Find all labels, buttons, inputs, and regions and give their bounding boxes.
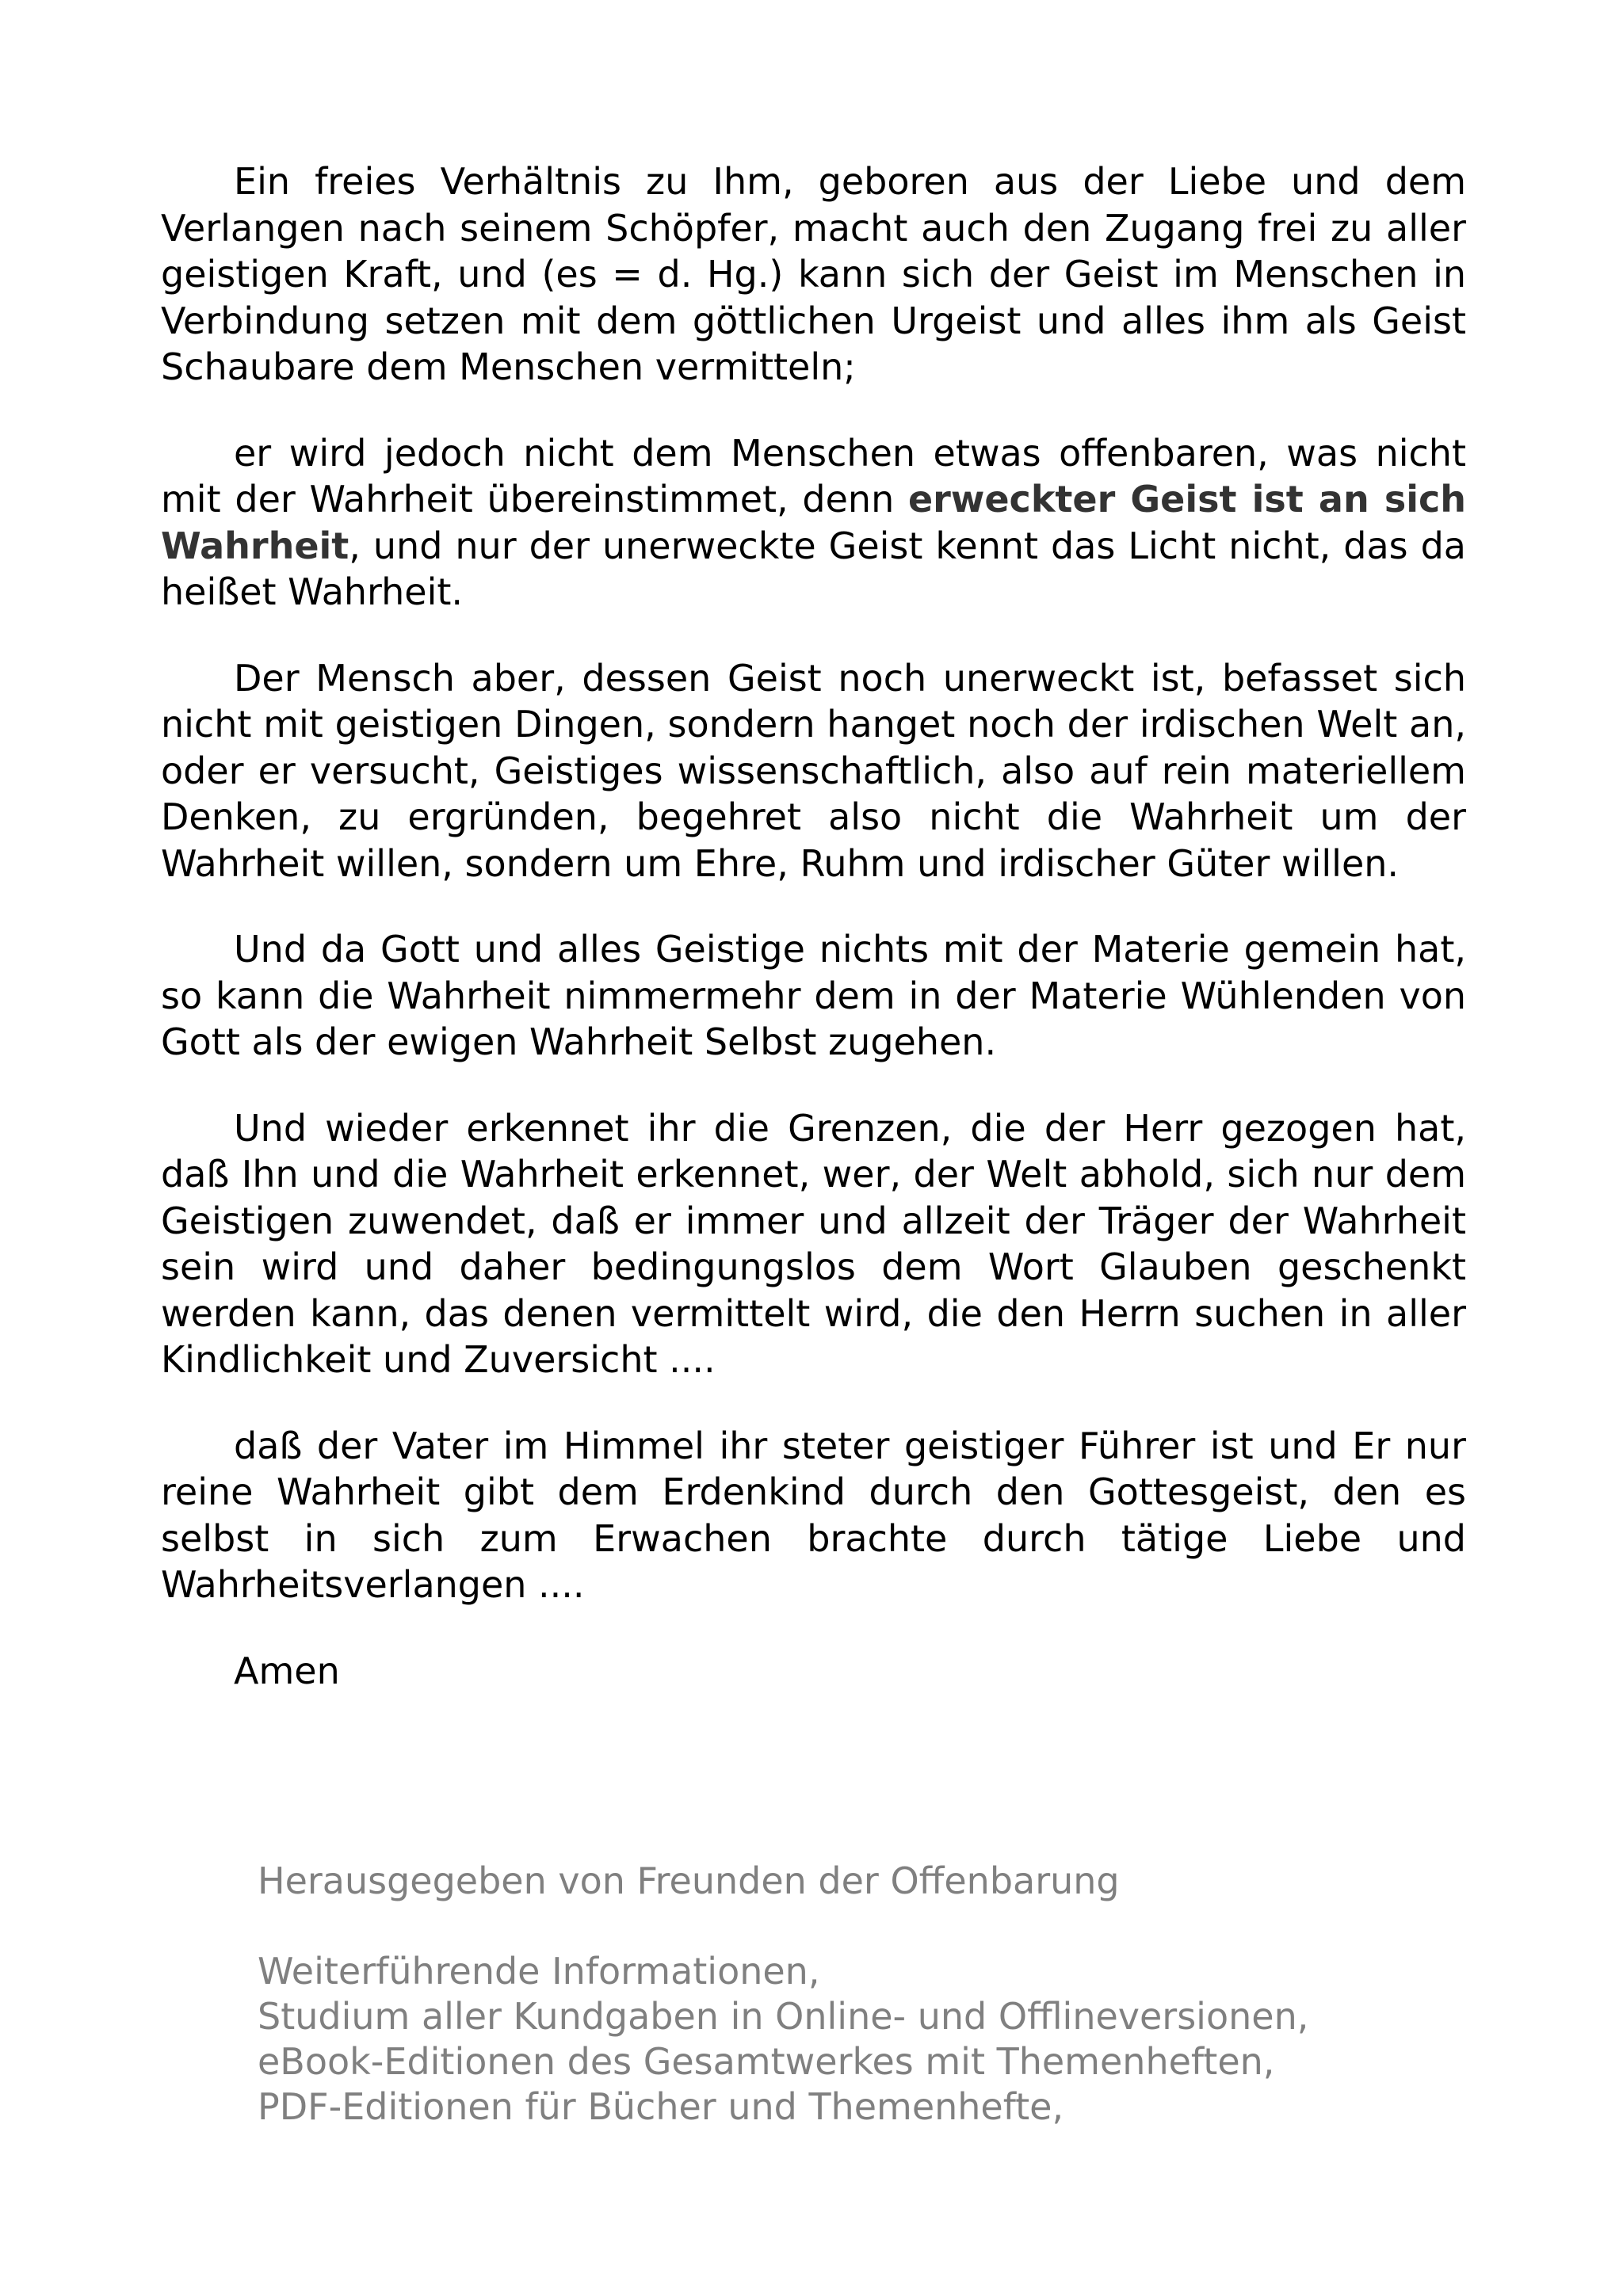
publisher-line: Herausgegeben von Freunden der Offenbarung [258,1859,1120,1902]
paragraph-1 [161,158,1466,391]
footer-info-line: eBook-Editionen des Gesamtwerkes mit Themenheften, [258,2040,1275,2083]
document-body [161,158,1466,1694]
footer-info-line: PDF-Editionen für Bücher und Themenhefte, [258,2085,1064,2128]
footer-info-line: Weiterführende Informationen, [258,1950,820,1993]
emphasis-text: erweckter Geist ist an sich Wahrheit [161,478,1466,567]
paragraph-6 [161,1423,1466,1608]
paragraph-2-text-a: er wird jedoch nicht dem Menschen etwas offenbaren, was nicht mit der Wahrheit übereinstimmet, denn [161,431,1466,521]
paragraph-2-text-b: , und nur der unerweckte Geist kennt das Licht nicht, das da heißet Wahrheit. [161,524,1466,613]
paragraph-5 [161,1105,1466,1383]
closing-amen: Amen [234,1649,340,1692]
paragraph-5-text: Und wieder erkennet ihr die Grenzen, die der Herr gezogen hat, daß Ihn und die Wahrheit erkennet, wer, der Welt abhold, sich nur dem Geistigen zuwendet, daß er immer und allzeit der Träger der Wahrheit sein wird und daher bedingungslos dem Wort Glauben geschenkt werden kann, das denen vermittelt wird, die den Herrn suchen in aller Kindlichkeit und Zuversicht .... [161,1106,1466,1381]
paragraph-2 [161,430,1466,616]
paragraph-3-text: Der Mensch aber, dessen Geist noch unerweckt ist, befasset sich nicht mit geistigen Dingen, sondern hanget noch der irdischen Welt an, oder er versucht, Geistiges wissenschaftlich, also auf rein materiellem Denken, zu ergründen, begehret also nicht die Wahrheit um der Wahrheit willen, sondern um Ehre, Ruhm und irdischer Güter willen. [161,656,1466,885]
paragraph-4 [161,926,1466,1066]
paragraph-6-text: daß der Vater im Himmel ihr steter geistiger Führer ist und Er nur reine Wahrheit gibt dem Erdenkind durch den Gottesgeist, den es selbst in sich zum Erwachen brachte durch tätige Liebe und Wahrheitsverlangen .... [161,1424,1466,1606]
paragraph-3 [161,655,1466,887]
paragraph-4-text: Und da Gott und alles Geistige nichts mit der Materie gemein hat, so kann die Wahrheit nimmermehr dem in der Materie Wühlenden von Gott als der ewigen Wahrheit Selbst zugehen. [161,928,1466,1063]
footer-info-line: Studium aller Kundgaben in Online- und Offlineversionen, [258,1995,1309,2038]
paragraph-1-text: Ein freies Verhältnis zu Ihm, geboren aus der Liebe und dem Verlangen nach seinem Schöpfer, macht auch den Zugang frei zu aller geistigen Kraft, und (es = d. Hg.) kann sich der Geist im Menschen in Verbindung setzen mit dem göttlichen Urgeist und alles ihm als Geist Schaubare dem Menschen vermitteln; [161,160,1466,388]
publisher-footer [258,1859,1526,2130]
